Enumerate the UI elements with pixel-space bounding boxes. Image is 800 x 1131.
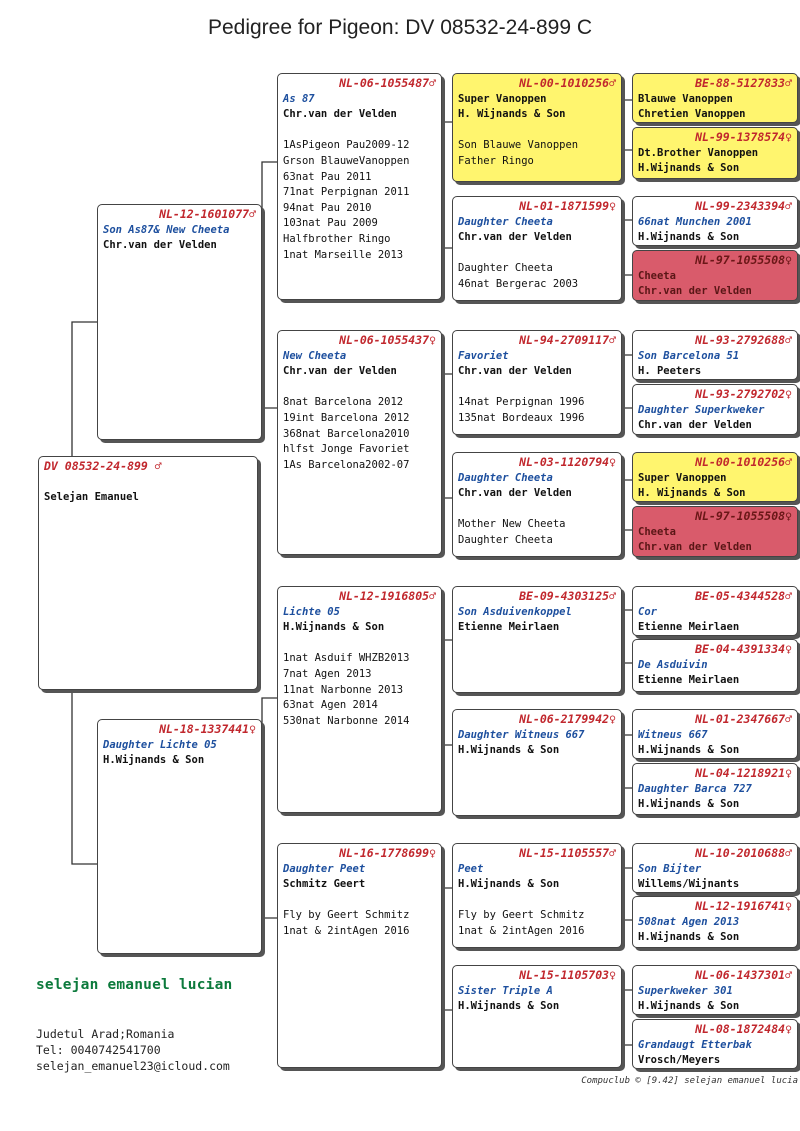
- ring-number: BE-09-4303125♂: [519, 589, 616, 603]
- pigeon-name: Peet: [458, 862, 484, 875]
- achievement-note: 103nat Pau 2009: [283, 217, 378, 230]
- owner-name: Chr.van der Velden: [103, 239, 217, 252]
- achievement-note: Father Ringo: [458, 154, 534, 167]
- pigeon-name: Sister Triple A: [458, 984, 553, 997]
- great-great-grandparent-card: [632, 127, 798, 179]
- achievement-note: 19int Barcelona 2012: [283, 411, 410, 424]
- owner-name: H. Wijnands & Son: [458, 108, 566, 121]
- achievement-note: Daughter Cheeta: [458, 533, 553, 546]
- breeder-address: Judetul Arad;Romania: [36, 1027, 175, 1041]
- ring-number: BE-88-5127833♂: [695, 76, 792, 90]
- ring-number: NL-06-1437301♂: [695, 968, 792, 982]
- owner-name: H.Wijnands & Son: [283, 621, 385, 634]
- pigeon-name: Witneus 667: [638, 728, 708, 741]
- ring-number: NL-15-1105703♀: [519, 968, 616, 982]
- owner-name: H.Wijnands & Son: [458, 1000, 560, 1013]
- achievement-note: 135nat Bordeaux 1996: [458, 411, 585, 424]
- pigeon-name: De Asduivin: [638, 658, 708, 671]
- great-great-grandparent-card: [632, 250, 798, 301]
- ring-number: NL-93-2792702♀: [695, 387, 792, 401]
- achievement-note: 46nat Bergerac 2003: [458, 277, 579, 290]
- pigeon-name: Dt.Brother Vanoppen: [638, 146, 759, 159]
- ring-number: NL-97-1055508♀: [695, 509, 792, 523]
- great-great-grandparent-card: [632, 196, 798, 246]
- pigeon-name: Daughter Cheeta: [458, 215, 553, 228]
- achievement-note: Mother New Cheeta: [458, 518, 566, 531]
- owner-name: Chr.van der Velden: [283, 108, 397, 121]
- great-grandparent-card: [452, 843, 622, 948]
- achievement-note: 7nat Agen 2013: [283, 667, 372, 680]
- grandparent-card: [277, 843, 442, 1068]
- achievement-note: 1nat & 2intAgen 2016: [458, 924, 585, 937]
- owner-name: H.Wijnands & Son: [103, 754, 205, 767]
- pigeon-name: Daughter Barca 727: [638, 782, 752, 795]
- owner-name: H. Wijnands & Son: [638, 487, 746, 500]
- pigeon-name: Daughter Superkweker: [638, 403, 765, 416]
- ring-number: NL-99-2343394♂: [695, 199, 792, 213]
- great-grandparent-card: [452, 452, 622, 557]
- pigeon-name: Cor: [638, 605, 657, 618]
- ring-number: NL-12-1916741♀: [695, 899, 792, 913]
- ring-number: NL-99-1378574♀: [695, 130, 792, 144]
- achievement-note: 1nat & 2intAgen 2016: [283, 924, 410, 937]
- achievement-note: Fly by Geert Schmitz: [458, 909, 585, 922]
- achievement-note: 368nat Barcelona2010: [283, 427, 410, 440]
- great-grandparent-card: [452, 73, 622, 182]
- ring-number: NL-01-1871599♀: [519, 199, 616, 213]
- owner-name: Vrosch/Meyers: [638, 1054, 721, 1067]
- pigeon-name: Daughter Peet: [283, 862, 366, 875]
- owner-name: Chr.van der Velden: [638, 285, 752, 298]
- ring-number: BE-05-4344528♂: [695, 589, 792, 603]
- owner-name: Chr.van der Velden: [638, 419, 752, 432]
- great-great-grandparent-card: [632, 763, 798, 815]
- pigeon-name: Cheeta: [638, 269, 676, 282]
- achievement-note: 63nat Agen 2014: [283, 699, 378, 712]
- owner-name: Chretien Vanoppen: [638, 108, 746, 121]
- owner-name: Chr.van der Velden: [458, 231, 572, 244]
- pigeon-name: Daughter Lichte 05: [103, 738, 217, 751]
- owner-name: H. Peeters: [638, 365, 702, 378]
- ring-number: NL-03-1120794♀: [519, 455, 616, 469]
- ring-number: NL-06-1055437♀: [339, 333, 436, 347]
- owner-name: Etienne Meirlaen: [458, 621, 560, 634]
- pigeon-name: Son As87& New Cheeta: [103, 223, 230, 236]
- owner-name: Chr.van der Velden: [458, 487, 572, 500]
- dam-card: [97, 719, 262, 954]
- great-great-grandparent-card: [632, 965, 798, 1015]
- ring-number: NL-18-1337441♀: [159, 722, 256, 736]
- ring-number: NL-12-1916805♂: [339, 589, 436, 603]
- great-great-grandparent-card: [632, 1019, 798, 1069]
- pigeon-name: Daughter Witneus 667: [458, 728, 585, 741]
- owner-name: Selejan Emanuel: [44, 491, 139, 504]
- sire-card: [97, 204, 262, 440]
- great-great-grandparent-card: [632, 896, 798, 948]
- grandparent-card: [277, 586, 442, 813]
- achievement-note: hlfst Jonge Favoriet: [283, 443, 410, 456]
- achievement-note: 1nat Marseille 2013: [283, 248, 404, 261]
- great-grandparent-card: [452, 196, 622, 301]
- achievement-note: 71nat Perpignan 2011: [283, 186, 410, 199]
- ring-number: NL-00-1010256♂: [695, 455, 792, 469]
- pigeon-name: Cheeta: [638, 525, 676, 538]
- ring-number: NL-06-2179942♀: [519, 712, 616, 726]
- subject-pigeon-card: [38, 456, 258, 690]
- ring-number: NL-06-1055487♂: [339, 76, 436, 90]
- owner-name: H.Wijnands & Son: [458, 744, 560, 757]
- breeder-email: selejan_emanuel23@icloud.com: [36, 1059, 230, 1073]
- ring-number: NL-93-2792688♂: [695, 333, 792, 347]
- pigeon-name: Super Vanoppen: [638, 471, 727, 484]
- achievement-note: Fly by Geert Schmitz: [283, 909, 410, 922]
- owner-name: Chr.van der Velden: [458, 365, 572, 378]
- grandparent-card: [277, 330, 442, 555]
- owner-name: H.Wijnands & Son: [638, 231, 740, 244]
- great-great-grandparent-card: [632, 506, 798, 557]
- owner-name: Etienne Meirlaen: [638, 674, 740, 687]
- ring-number: NL-97-1055508♀: [695, 253, 792, 267]
- ring-number: BE-04-4391334♀: [695, 642, 792, 656]
- footer-credit: Compuclub © [9.42] selejan emanuel lucia: [581, 1076, 798, 1086]
- ring-number: NL-94-2709117♂: [519, 333, 616, 347]
- pigeon-name: Favoriet: [458, 349, 509, 362]
- achievement-note: 63nat Pau 2011: [283, 170, 372, 183]
- great-great-grandparent-card: [632, 843, 798, 893]
- breeder-name: selejan emanuel lucian: [36, 977, 233, 993]
- great-great-grandparent-card: [632, 586, 798, 636]
- ring-number: NL-12-1601077♂: [159, 207, 256, 221]
- ring-number: NL-10-2010688♂: [695, 846, 792, 860]
- owner-name: Willems/Wijnants: [638, 878, 740, 891]
- owner-name: H.Wijnands & Son: [638, 1000, 740, 1013]
- pigeon-name: As 87: [283, 92, 315, 105]
- ring-number: NL-15-1105557♂: [519, 846, 616, 860]
- great-great-grandparent-card: [632, 384, 798, 435]
- grandparent-card: [277, 73, 442, 300]
- great-great-grandparent-card: [632, 639, 798, 692]
- achievement-note: Daughter Cheeta: [458, 262, 553, 275]
- achievement-note: 94nat Pau 2010: [283, 201, 372, 214]
- great-great-grandparent-card: [632, 330, 798, 380]
- pigeon-name: New Cheeta: [283, 349, 347, 362]
- achievement-note: 530nat Narbonne 2014: [283, 714, 410, 727]
- achievement-note: 11nat Narbonne 2013: [283, 683, 404, 696]
- pigeon-name: Son Barcelona 51: [638, 349, 740, 362]
- achievement-note: Halfbrother Ringo: [283, 232, 391, 245]
- pigeon-name: 508nat Agen 2013: [638, 915, 740, 928]
- owner-name: Schmitz Geert: [283, 878, 366, 891]
- ring-number: NL-16-1778699♀: [339, 846, 436, 860]
- owner-name: H.Wijnands & Son: [458, 878, 560, 891]
- pigeon-name: Blauwe Vanoppen: [638, 92, 733, 105]
- achievement-note: 8nat Barcelona 2012: [283, 396, 404, 409]
- owner-name: H.Wijnands & Son: [638, 162, 740, 175]
- ring-number: DV 08532-24-899 ♂: [44, 459, 162, 473]
- owner-name: H.Wijnands & Son: [638, 744, 740, 757]
- pigeon-name: Lichte 05: [283, 605, 340, 618]
- pigeon-name: Superkweker 301: [638, 984, 733, 997]
- achievement-note: Son Blauwe Vanoppen: [458, 139, 579, 152]
- pigeon-name: Son Asduivenkoppel: [458, 605, 572, 618]
- achievement-note: 1As Barcelona2002-07: [283, 458, 410, 471]
- great-great-grandparent-card: [632, 452, 798, 502]
- owner-name: H.Wijnands & Son: [638, 798, 740, 811]
- great-grandparent-card: [452, 965, 622, 1068]
- great-grandparent-card: [452, 709, 622, 816]
- owner-name: Chr.van der Velden: [638, 541, 752, 554]
- ring-number: NL-08-1872484♀: [695, 1022, 792, 1036]
- great-great-grandparent-card: [632, 73, 798, 123]
- breeder-phone: Tel: 0040742541700: [36, 1043, 161, 1057]
- owner-name: Etienne Meirlaen: [638, 621, 740, 634]
- pigeon-name: Super Vanoppen: [458, 92, 547, 105]
- great-grandparent-card: [452, 586, 622, 693]
- pigeon-name: Grandaugt Etterbak: [638, 1038, 752, 1051]
- ring-number: NL-04-1218921♀: [695, 766, 792, 780]
- achievement-note: 14nat Perpignan 1996: [458, 396, 585, 409]
- achievement-note: 1AsPigeon Pau2009-12: [283, 139, 410, 152]
- pigeon-name: 66nat Munchen 2001: [638, 215, 752, 228]
- page-title: Pedigree for Pigeon: DV 08532-24-899 C: [207, 16, 593, 39]
- ring-number: NL-00-1010256♂: [519, 76, 616, 90]
- great-great-grandparent-card: [632, 709, 798, 759]
- pigeon-name: Daughter Cheeta: [458, 471, 553, 484]
- owner-name: H.Wijnands & Son: [638, 931, 740, 944]
- great-grandparent-card: [452, 330, 622, 435]
- owner-name: Chr.van der Velden: [283, 365, 397, 378]
- achievement-note: Grson BlauweVanoppen: [283, 154, 410, 167]
- achievement-note: 1nat Asduif WHZB2013: [283, 652, 410, 665]
- ring-number: NL-01-2347667♂: [695, 712, 792, 726]
- pigeon-name: Son Bijter: [638, 862, 702, 875]
